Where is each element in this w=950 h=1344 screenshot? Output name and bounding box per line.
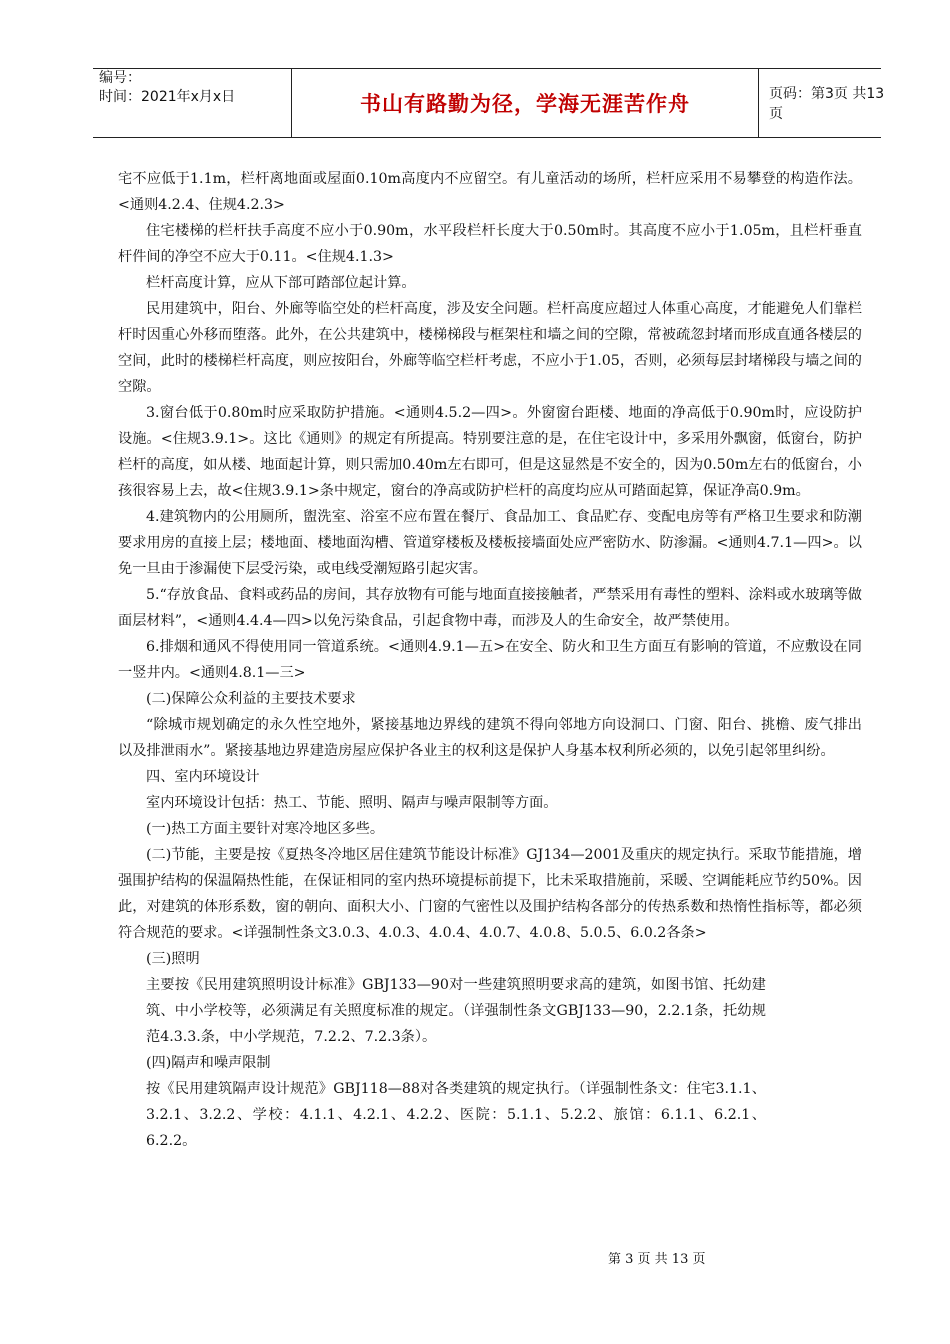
paragraph: (二)节能，主要是按《夏热冬冷地区居住建筑节能设计标准》GJ134—2001及重庆的规定执行。采取节能措施，增强围护结构的保温隔热性能，在保证相同的室内热环境提标前提下，比未采取措施前，采暖、空调能耗应节约50%。因此，对建筑的体形系数，窗的朝向、面积大小、门窗的气密性以及围护结构各部分的传热系数和热惰性指标等，都必须符合规范的要求。<详强制性条文3.0.3、4.0.3、4.0.4、4.0.7、4.0.8、5.0.5、6.0.2各条>	[118, 847, 862, 941]
section-heading: (二)保障公众利益的主要技术要求	[146, 691, 356, 707]
paragraph: 4.建筑物内的公用厕所，盥洗室、浴室不应布置在餐厅、食品加工、食品贮存、变配电房等有严格卫生要求和防潮要求用房的直接上层；楼地面、楼地面沟槽、管道穿楼板及楼板接墙面处应严密防水、防渗漏。<通则4.7.1—四>。以免一旦由于渗漏使下层受污染，或电线受潮短路引起灾害。	[118, 509, 862, 577]
header-page-info: 页码：第3页 共13页	[769, 86, 885, 122]
header-meta	[93, 69, 291, 137]
section-heading: (一)热工方面主要针对寒冷地区多些。	[146, 821, 385, 837]
paragraph: 住宅楼梯的栏杆扶手高度不应小于0.90m，水平段栏杆长度大于0.50m时。其高度不应小于1.05m，且栏杆垂直杆件间的净空不应大于0.11。<住规4.1.3>	[118, 223, 862, 265]
paragraph: “除城市规划确定的永久性空地外，紧接基地边界线的建筑不得向邻地方向设洞口、门窗、阳台、挑檐、废气排出以及排泄雨水”。紧接基地边界建造房屋应保护各业主的权利这是保护人身基本权利所必须的，以免引起邻里纠纷。	[118, 717, 862, 759]
section-heading: 四、室内环境设计	[146, 769, 260, 785]
section-heading: (三)照明	[146, 951, 200, 967]
paragraph: 主要按《民用建筑照明设计标准》GBJ133—90对一些建筑照明要求高的建筑，如图书馆、托幼建筑、中小学校等，必须满足有关照度标准的规定。（详强制性条文GBJ133—90，2.2.1条，托幼规范4.3.3.条，中小学规范，7.2.2、7.2.3条）。	[146, 977, 766, 1045]
header-motto: 书山有路勤为径，学海无涯苦作舟	[291, 69, 759, 137]
document-body	[118, 166, 862, 1154]
paragraph: 5.“存放食品、食料或药品的房间，其存放物有可能与地面直接接触者，严禁采用有毒性的塑料、涂料或水玻璃等做面层材料”，<通则4.4.4—四>以免污染食品，引起食物中毒，而涉及人的生命安全，故严禁使用。	[118, 587, 862, 629]
section-heading: (四)隔声和噪声限制	[146, 1055, 271, 1071]
paragraph: 6.排烟和通风不得使用同一管道系统。<通则4.9.1—五>在安全、防火和卫生方面互有影响的管道，不应敷设在同一竖井内。<通则4.8.1—三>	[118, 639, 862, 681]
page-header	[93, 68, 885, 138]
paragraph: 栏杆高度计算，应从下部可踏部位起计算。	[146, 275, 416, 291]
number-label: 编号：	[99, 70, 141, 86]
paragraph: 民用建筑中，阳台、外廊等临空处的栏杆高度，涉及安全问题。栏杆高度应超过人体重心高度，才能避免人们靠栏杆时因重心外移而堕落。此外，在公共建筑中，楼梯梯段与框架柱和墙之间的空隙，常被疏忽封堵而形成直通各楼层的空间，此时的楼梯栏杆高度，则应按阳台，外廊等临空栏杆考虑，不应小于1.05，否则，必须每层封堵梯段与墙之间的空隙。	[118, 301, 862, 395]
time-label: 时间：2021年x月x日	[99, 89, 236, 105]
paragraph: 室内环境设计包括：热工、节能、照明、隔声与噪声限制等方面。	[146, 795, 558, 811]
paragraph: 按《民用建筑隔声设计规范》GBJ118—88对各类建筑的规定执行。（详强制性条文：住宅3.1.1、3.2.1、3.2.2、学校：4.1.1、4.2.1、4.2.2、医院：5.1.1、5.2.2、旅馆：6.1.1、6.2.1、6.2.2。	[146, 1081, 766, 1149]
paragraph: 3.窗台低于0.80m时应采取防护措施。<通则4.5.2—四>。外窗窗台距楼、地面的净高低于0.90m时，应设防护设施。<住规3.9.1>。这比《通则》的规定有所提高。特别要注意的是，在住宅设计中，多采用外飘窗，低窗台，防护栏杆的高度，如从楼、地面起计算，则只需加0.40m左右即可，但是这显然是不安全的，因为0.50m左右的低窗台，小孩很容易上去，故<住规3.9.1>条中规定，窗台的净高或防护栏杆的高度均应从可踏面起算，保证净高0.9m。	[118, 405, 862, 499]
page-footer: 第 3 页 共 13 页	[608, 1252, 706, 1267]
paragraph: 宅不应低于1.1m，栏杆离地面或屋面0.10m高度内不应留空。有儿童活动的场所，栏杆应采用不易攀登的构造作法。<通则4.2.4、住规4.2.3>	[118, 171, 862, 213]
